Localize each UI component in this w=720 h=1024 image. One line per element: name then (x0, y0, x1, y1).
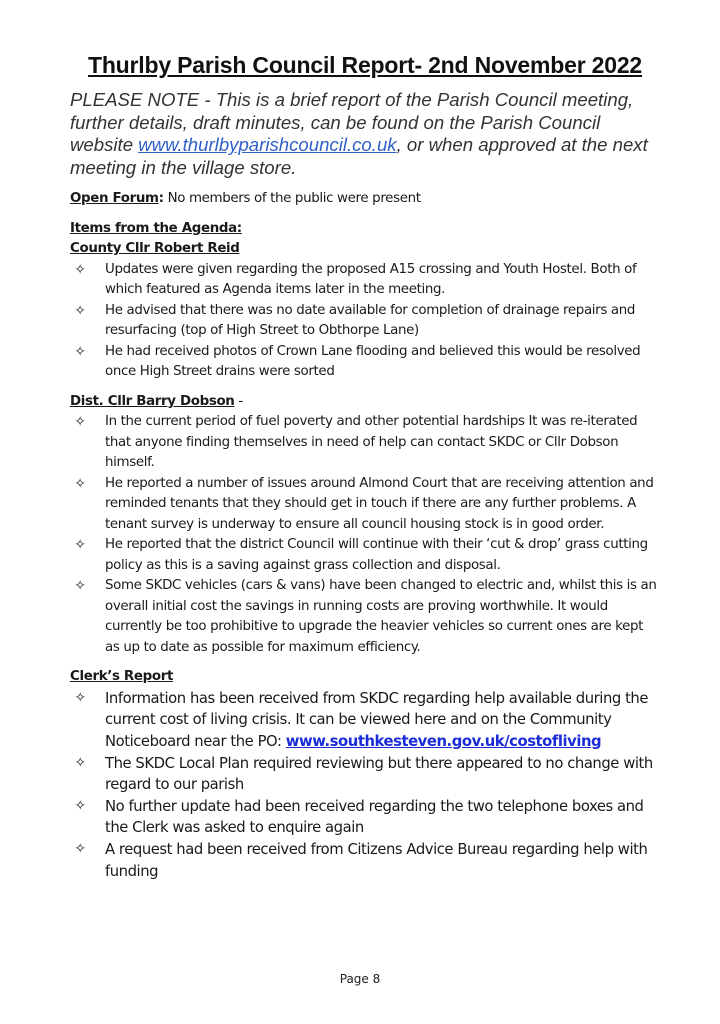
diamond-bullet-icon: ✧ (74, 475, 86, 492)
list-item (70, 260, 660, 301)
diamond-bullet-icon: ✧ (74, 841, 86, 858)
dist-cllr-heading: Dist. Cllr Barry Dobson (70, 393, 235, 409)
list-item (70, 535, 660, 576)
open-forum-colon: : (158, 191, 164, 207)
clerk-report-heading: Clerk’s Report (70, 669, 174, 685)
list-item (70, 301, 660, 342)
diamond-bullet-icon: ✧ (74, 754, 86, 771)
diamond-bullet-icon: ✧ (74, 343, 86, 360)
list-item-text: The SKDC Local Plan required reviewing but there appeared to no change with regard to our parish (105, 754, 653, 794)
list-item (70, 412, 660, 474)
clerk-report-list (70, 688, 660, 882)
list-item (70, 796, 660, 839)
list-item-text: He had received photos of Crown Lane flooding and believed this would be resolved once High Street drains were sorted (105, 343, 641, 380)
diamond-bullet-icon: ✧ (74, 689, 86, 706)
county-cllr-list (70, 260, 660, 383)
list-item-text: He reported that the district Council will continue with their ‘cut & drop’ grass cutting policy as this is a saving against grass collection and disposal. (105, 537, 648, 573)
list-item (70, 474, 660, 536)
agenda-heading: Items from the Agenda: (70, 220, 242, 236)
list-item (70, 839, 660, 882)
dist-cllr-suffix: - (234, 393, 243, 409)
list-item-text: No further update had been received regarding the two telephone boxes and the Clerk was asked to enquire again (105, 797, 644, 837)
dist-cllr-heading-line (70, 392, 660, 413)
list-item-text: He advised that there was no date available for completion of drainage repairs and resurfacing (top of High Street to Obthorpe Lane) (105, 302, 636, 339)
page-title: Thurlby Parish Council Report- 2nd November 2022 (87, 52, 643, 78)
diamond-bullet-icon: ✧ (74, 537, 86, 554)
list-item (70, 753, 660, 796)
list-item-text: He reported a number of issues around Almond Court that are receiving attention and reminded tenants that they should get in touch if there are any further problems. A tenant survey is underway to ensure all council housing stock is in good order. (105, 475, 654, 532)
county-cllr-heading: County Cllr Robert Reid (70, 241, 240, 257)
list-item-text: Updates were given regarding the proposed A15 crossing and Youth Hostel. Both of which featured as Agenda items later in the meeting. (105, 261, 637, 298)
open-forum-text: No members of the public were present (163, 191, 421, 207)
parish-council-website-link[interactable]: www.thurlbyparishcouncil.co.uk (138, 134, 397, 156)
dist-cllr-list (70, 412, 660, 658)
note-text-before: PLEASE NOTE - This is a brief report of the Parish Council meeting, further details, draft minutes, can be found on the Parish Council website (70, 89, 634, 156)
list-item (70, 576, 660, 658)
list-item (70, 688, 660, 753)
please-note-paragraph (70, 89, 660, 179)
diamond-bullet-icon: ✧ (74, 261, 86, 278)
diamond-bullet-icon: ✧ (74, 578, 86, 595)
list-item-text: In the current period of fuel poverty and other potential hardships It was re-iterated that anyone finding themselves in need of help can contact SKDC or Cllr Dobson himself. (105, 414, 638, 471)
list-item-text: A request had been received from Citizens Advice Bureau regarding help with funding (105, 841, 648, 880)
diamond-bullet-icon: ✧ (74, 414, 86, 431)
document-page (70, 52, 660, 891)
open-forum-paragraph (70, 189, 660, 210)
page-number: Page 8 (339, 972, 381, 986)
list-item-text: Information has been received from SKDC regarding help available during the current cost of living crisis. It can be viewed here and on the Community Noticeboard near the PO: (105, 689, 649, 751)
diamond-bullet-icon: ✧ (74, 302, 86, 319)
list-item-text: Some SKDC vehicles (cars & vans) have been changed to electric and, whilst this is an overall initial cost the savings in running costs are proving worthwhile. It would currently be too prohibitive to upgrade the heavier vehicles so current ones are kept as up to date as possible for maximum efficiency. (105, 578, 657, 655)
note-text-after: , or when approved at the next meeting in the village store. (70, 134, 648, 178)
open-forum-label: Open Forum (70, 191, 159, 207)
cost-of-living-link[interactable]: www.southkesteven.gov.uk/costofliving (285, 733, 602, 751)
list-item (70, 342, 660, 383)
diamond-bullet-icon: ✧ (74, 797, 86, 814)
